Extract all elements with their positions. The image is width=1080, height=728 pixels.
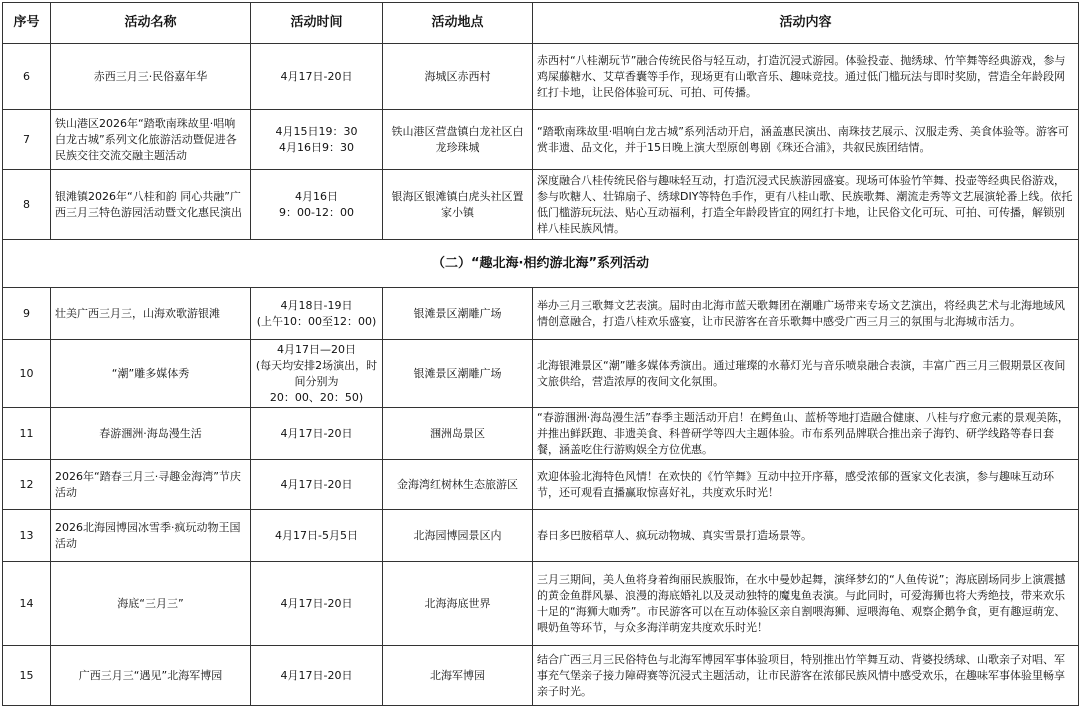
row-name: 海底“三月三” bbox=[51, 562, 251, 646]
row-time: 4月18日-19日 (上午10：00至12：00) bbox=[251, 288, 383, 340]
header-place: 活动地点 bbox=[383, 3, 533, 44]
row-content: 欢迎体验北海特色风情！在欢快的《竹竿舞》互动中拉开序幕，感受浓郁的疍家文化表演，参与趣味互动环节，还可观看直播赢取惊喜好礼，共度欢乐时光！ bbox=[533, 460, 1079, 510]
row-place: 银滩景区潮雕广场 bbox=[383, 340, 533, 408]
table-row bbox=[3, 288, 1079, 340]
row-content: 深度融合八桂传统民俗与趣味轻互动，打造沉浸式民族游园盛宴。现场可体验竹竿舞、投壶等经典民俗游戏，参与吹糖人、壮锦扇子、绣球DIY等特色手作，更有八桂山歌、民族歌舞、潮流走秀等文艺展演轮番上线。依托低门槛游玩玩法、贴心互动福利，打造全年龄段皆宜的网红打卡地，让民俗文化可玩、可拍、可传播，解锁别样八桂民族风情。 bbox=[533, 170, 1079, 240]
row-time: 4月17日-20日 bbox=[251, 44, 383, 110]
row-name: 春游涠洲·海岛漫生活 bbox=[51, 408, 251, 460]
row-name: 银滩镇2026年“八桂和韵 同心共融”广西三月三特色游园活动暨文化惠民演出 bbox=[51, 170, 251, 240]
row-no: 13 bbox=[3, 510, 51, 562]
row-name: 赤西三月三·民俗嘉年华 bbox=[51, 44, 251, 110]
row-no: 14 bbox=[3, 562, 51, 646]
header-name: 活动名称 bbox=[51, 3, 251, 44]
row-no: 8 bbox=[3, 170, 51, 240]
table-row bbox=[3, 646, 1079, 706]
table-row bbox=[3, 510, 1079, 562]
row-content: 赤西村“八桂潮玩节”融合传统民俗与轻互动，打造沉浸式游园。体验投壶、抛绣球、竹竿舞等经典游戏，参与鸡屎藤糖水、艾草香囊等手作，现场更有山歌音乐、趣味竞技。通过低门槛玩法与即时奖励，营造全年龄段网红打卡地，让民俗体验可玩、可拍、可传播。 bbox=[533, 44, 1079, 110]
table-row bbox=[3, 460, 1079, 510]
row-no: 10 bbox=[3, 340, 51, 408]
row-content: 结合广西三月三民俗特色与北海军博园军事体验项目，特别推出竹竿舞互动、背婆投绣球、山歌亲子对唱、军事充气堡亲子接力障碍赛等沉浸式主题活动，让市民游客在浓郁民族风情中感受欢乐，在趣味军事体验里畅享亲子时光。 bbox=[533, 646, 1079, 706]
row-content: “踏歌南珠故里·唱响白龙古城”系列活动开启，涵盖惠民演出、南珠技艺展示、汉服走秀、美食体验等。游客可赏非遗、品文化，并于15日晚上演大型原创粤剧《珠还合浦》，共叙民族团结情。 bbox=[533, 110, 1079, 170]
row-content: 举办三月三歌舞文艺表演。届时由北海市蓝天歌舞团在潮雕广场带来专场文艺演出，将经典艺术与北海地域风情创意融合，打造八桂欢乐盛宴，让市民游客在音乐歌舞中感受广西三月三的氛围与北海城市活力。 bbox=[533, 288, 1079, 340]
row-content: “春游涠洲·海岛漫生活”春季主题活动开启！在鳄鱼山、蓝桥等地打造融合健康、八桂与疗愈元素的景观美陈，并推出鲜跃跑、非遗美食、科普研学等四大主题体验。市布系列品牌联合推出亲子海钓、研学线路等春日套餐，涵盖吃住行游购娱全方位优惠。 bbox=[533, 408, 1079, 460]
row-time: 4月16日 9：00-12：00 bbox=[251, 170, 383, 240]
section-title: （二）“趣北海·相约游北海”系列活动 bbox=[3, 240, 1079, 288]
table-row bbox=[3, 170, 1079, 240]
row-place: 铁山港区营盘镇白龙社区白龙珍珠城 bbox=[383, 110, 533, 170]
row-name: 广西三月三“遇见”北海军博园 bbox=[51, 646, 251, 706]
row-name: 铁山港区2026年“踏歌南珠故里·唱响白龙古城”系列文化旅游活动暨促进各民族交往交流交融主题活动 bbox=[51, 110, 251, 170]
activity-table bbox=[2, 2, 1079, 706]
header-time: 活动时间 bbox=[251, 3, 383, 44]
section-row bbox=[3, 240, 1079, 288]
header-no: 序号 bbox=[3, 3, 51, 44]
table-row bbox=[3, 44, 1079, 110]
row-name: 2026年“踏春三月三·寻趣金海湾”节庆活动 bbox=[51, 460, 251, 510]
row-content: 春日多巴胺稻草人、疯玩动物城、真实雪景打造场景等。 bbox=[533, 510, 1079, 562]
row-content: 北海银滩景区“潮”雕多媒体秀演出。通过璀璨的水幕灯光与音乐喷泉融合表演，丰富广西三月三假期景区夜间文旅供给，营造浓厚的夜间文化氛围。 bbox=[533, 340, 1079, 408]
table-row bbox=[3, 562, 1079, 646]
row-no: 15 bbox=[3, 646, 51, 706]
table-row bbox=[3, 408, 1079, 460]
table-row bbox=[3, 110, 1079, 170]
row-no: 6 bbox=[3, 44, 51, 110]
row-no: 9 bbox=[3, 288, 51, 340]
row-name: 2026北海园博园冰雪季·疯玩动物王国活动 bbox=[51, 510, 251, 562]
row-time: 4月17日-5月5日 bbox=[251, 510, 383, 562]
table-row bbox=[3, 340, 1079, 408]
row-no: 11 bbox=[3, 408, 51, 460]
row-time: 4月15日19：30 4月16日9：30 bbox=[251, 110, 383, 170]
header-content: 活动内容 bbox=[533, 3, 1079, 44]
row-content: 三月三期间，美人鱼将身着绚丽民族服饰，在水中曼妙起舞，演绎梦幻的“人鱼传说”；海底剧场同步上演震撼的黄金鱼群风暴、浪漫的海底婚礼以及灵动独特的魔鬼鱼表演。与此同时，可爱海狮也将大秀绝技，带来欢乐十足的“海狮大咖秀”。市民游客可以在互动体验区亲自割喂海狮、逗喂海龟、观察企鹅争食，更有趣逗萌宠、喂奶鱼等环节，与众多海洋萌宠共度欢乐时光！ bbox=[533, 562, 1079, 646]
row-place: 涠洲岛景区 bbox=[383, 408, 533, 460]
row-time: 4月17日—20日 (每天均安排2场演出，时间分别为 20：00、20：50) bbox=[251, 340, 383, 408]
row-time: 4月17日-20日 bbox=[251, 460, 383, 510]
row-place: 北海园博园景区内 bbox=[383, 510, 533, 562]
row-place: 海城区赤西村 bbox=[383, 44, 533, 110]
row-no: 12 bbox=[3, 460, 51, 510]
row-no: 7 bbox=[3, 110, 51, 170]
table-header-row bbox=[3, 3, 1079, 44]
row-time: 4月17日-20日 bbox=[251, 562, 383, 646]
row-name: 壮美广西三月三，山海欢歌游银滩 bbox=[51, 288, 251, 340]
row-place: 北海军博园 bbox=[383, 646, 533, 706]
row-place: 北海海底世界 bbox=[383, 562, 533, 646]
row-place: 银海区银滩镇白虎头社区置家小镇 bbox=[383, 170, 533, 240]
row-time: 4月17日-20日 bbox=[251, 408, 383, 460]
row-time: 4月17日-20日 bbox=[251, 646, 383, 706]
row-name: “潮”雕多媒体秀 bbox=[51, 340, 251, 408]
row-place: 银滩景区潮雕广场 bbox=[383, 288, 533, 340]
row-place: 金海湾红树林生态旅游区 bbox=[383, 460, 533, 510]
